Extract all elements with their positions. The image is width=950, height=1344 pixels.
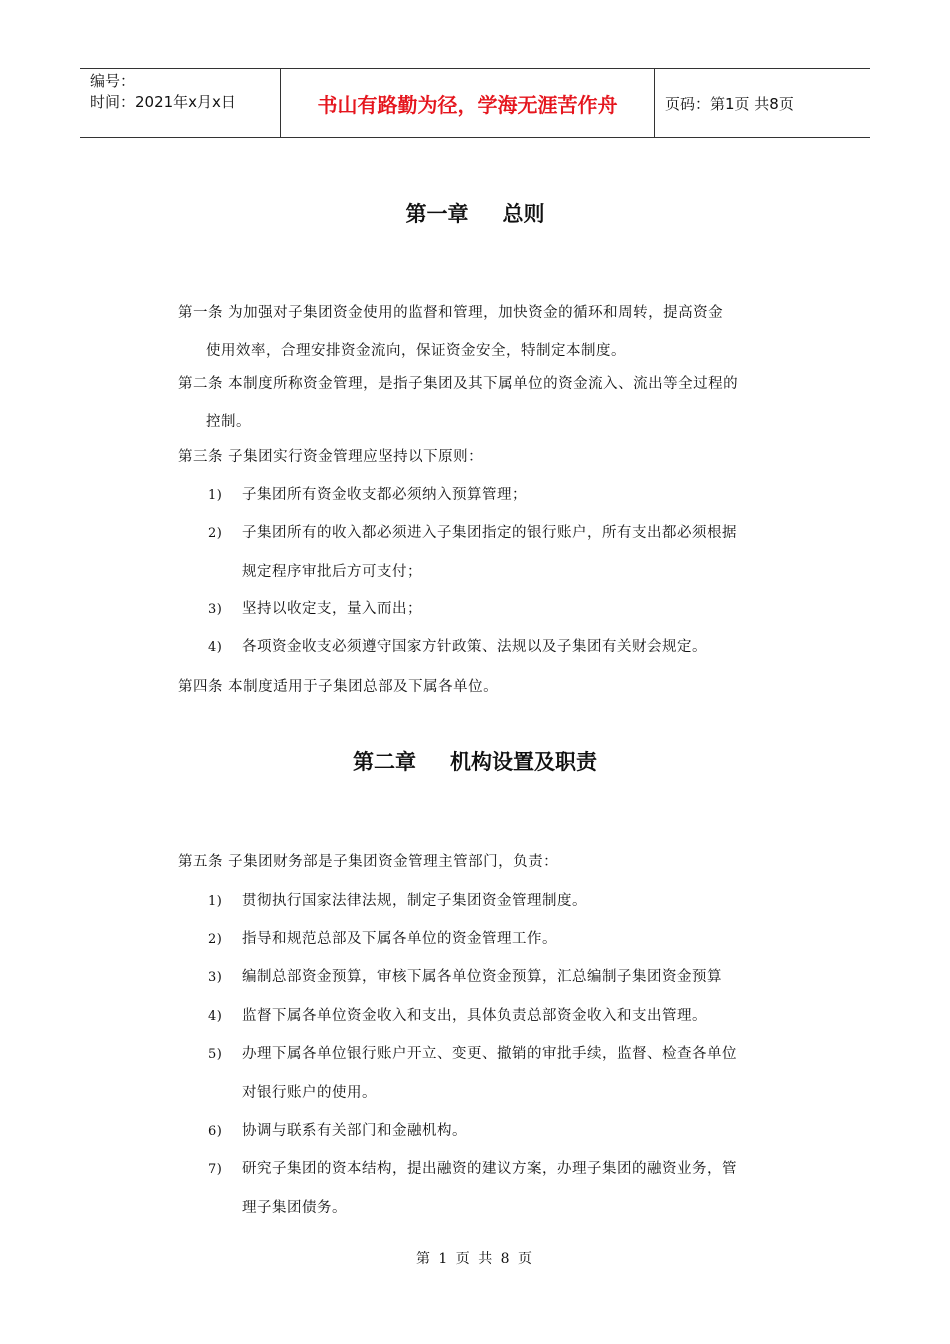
principle-4-number: 4) <box>208 640 223 655</box>
principle-3 <box>208 590 808 629</box>
article-1-line-2: 使用效率，合理安排资金流向，保证资金安全，特制定本制度。 <box>206 343 626 359</box>
chapter-2-number: 第二章 <box>353 750 416 774</box>
duty-3-number: 3) <box>208 970 223 985</box>
duty-4-text: 监督下属各单位资金收入和支出，具体负责总部资金收入和支出管理。 <box>242 1008 707 1024</box>
chapter-1-heading <box>0 198 950 228</box>
principle-1-text: 子集团所有资金收支都必须纳入预算管理； <box>242 487 527 503</box>
chapter-1-number: 第一章 <box>405 202 469 226</box>
duty-7-number: 7) <box>208 1162 223 1177</box>
header-meta <box>80 69 281 137</box>
duty-2-number: 2) <box>208 932 223 947</box>
principle-2-line-2: 规定程序审批后方可支付； <box>242 564 422 580</box>
chapter-2-title: 机构设置及职责 <box>450 750 597 774</box>
duty-7-line-2: 理子集团债务。 <box>242 1200 347 1216</box>
principle-2-number: 2) <box>208 526 223 541</box>
motto: 书山有路勤为径，学海无涯苦作舟 <box>281 69 655 137</box>
article-2 <box>178 365 808 441</box>
chapter-2-heading <box>0 746 950 776</box>
principle-1-number: 1) <box>208 488 223 503</box>
principle-4-text: 各项资金收支必须遵守国家方针政策、法规以及子集团有关财会规定。 <box>242 639 707 655</box>
duty-2-text: 指导和规范总部及下属各单位的资金管理工作。 <box>242 931 557 947</box>
duty-1 <box>208 882 808 921</box>
duty-1-text: 贯彻执行国家法律法规，制定子集团资金管理制度。 <box>242 893 587 909</box>
date-label: 时间：2021年x月x日 <box>90 93 236 111</box>
article-1-line-1: 第一条 为加强对子集团资金使用的监督和管理，加快资金的循环和周转，提高资金 <box>178 305 724 321</box>
article-2-line-2: 控制。 <box>206 414 251 430</box>
page-footer: 第 1 页 共 8 页 <box>415 1251 535 1267</box>
header-table <box>80 68 870 138</box>
duty-4-number: 4) <box>208 1009 223 1024</box>
duty-5-number: 5) <box>208 1047 223 1062</box>
article-1 <box>178 294 808 370</box>
duty-3-text: 编制总部资金预算，审核下属各单位资金预算，汇总编制子集团资金预算 <box>242 969 722 985</box>
duty-6-number: 6) <box>208 1124 223 1139</box>
article-5: 第五条 子集团财务部是子集团资金管理主管部门，负责： <box>178 854 559 870</box>
chapter-1-title: 总则 <box>502 202 545 226</box>
principle-3-text: 坚持以收定支，量入而出； <box>242 601 422 617</box>
duty-5-line-1: 办理下属各单位银行账户开立、变更、撤销的审批手续，监督、检查各单位 <box>242 1046 737 1062</box>
duty-6 <box>208 1112 808 1151</box>
article-2-line-1: 第二条 本制度所称资金管理，是指子集团及其下属单位的资金流入、流出等全过程的 <box>178 376 739 392</box>
article-3: 第三条 子集团实行资金管理应坚持以下原则： <box>178 449 484 465</box>
duty-4 <box>208 997 808 1036</box>
principle-2 <box>208 514 808 591</box>
duty-5 <box>208 1035 808 1112</box>
principle-4 <box>208 628 808 667</box>
duty-7-line-1: 研究子集团的资本结构，提出融资的建议方案，办理子集团的融资业务，管 <box>242 1161 737 1177</box>
serial-label: 编号： <box>90 72 136 90</box>
duty-5-line-2: 对银行账户的使用。 <box>242 1085 377 1101</box>
principle-3-number: 3) <box>208 602 223 617</box>
duty-7 <box>208 1150 808 1227</box>
duty-3 <box>208 958 808 997</box>
principle-1 <box>208 476 808 515</box>
duty-6-text: 协调与联系有关部门和金融机构。 <box>242 1123 467 1139</box>
duty-1-number: 1) <box>208 894 223 909</box>
article-4: 第四条 本制度适用于子集团总部及下属各单位。 <box>178 679 499 695</box>
duty-2 <box>208 920 808 959</box>
principle-2-line-1: 子集团所有的收入都必须进入子集团指定的银行账户，所有支出都必须根据 <box>242 525 737 541</box>
page-label: 页码：第1页 共8页 <box>665 94 794 113</box>
